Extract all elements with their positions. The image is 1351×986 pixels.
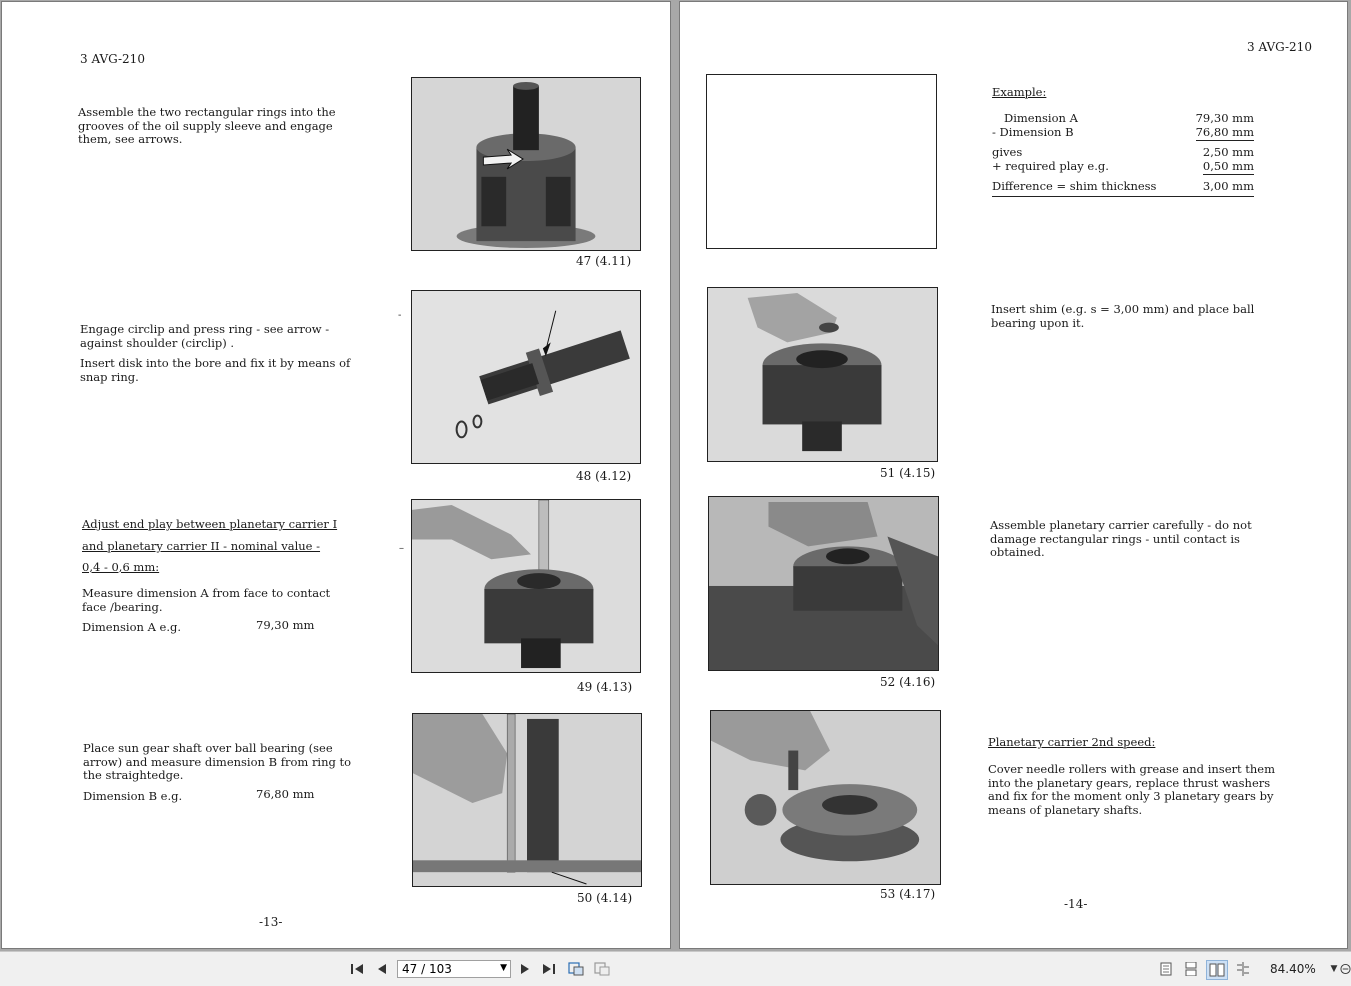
instruction-text: Assemble the two rectangular rings into the grooves of the oil supply sleeve and engage them, see arrows. xyxy=(78,105,336,146)
photo-49 xyxy=(411,499,641,673)
page-header: 3 AVG-210 xyxy=(80,52,145,66)
figure-caption: 47 (4.11) xyxy=(576,254,632,268)
instruction-text: Measure dimension A from face to contact face /bearing. xyxy=(82,586,331,614)
single-page-icon[interactable] xyxy=(1156,960,1176,978)
page-number: -14- xyxy=(1064,897,1088,911)
photo-47 xyxy=(411,77,641,251)
instruction-text: Engage circlip and press ring - see arrow - against shoulder (circlip) . xyxy=(80,322,330,350)
dimension-value: 76,80 mm xyxy=(256,787,315,801)
figure-caption: 48 (4.12) xyxy=(576,469,632,483)
instruction-text: Cover needle rollers with grease and insert them into the planetary gears, replace thrust washers and fix for the moment only 3 planetary gears by means of planetary shafts. xyxy=(988,762,1276,817)
viewer-toolbar xyxy=(0,951,1351,986)
instruction-text: Place sun gear shaft over ball bearing (see arrow) and measure dimension B from ring to the straightedge. xyxy=(83,741,352,782)
fit-width-icon[interactable] xyxy=(592,960,612,978)
section-heading: Adjust end play between planetary carrier I xyxy=(82,517,338,531)
photo-52 xyxy=(708,496,939,671)
photo-53 xyxy=(710,710,941,885)
two-page-continuous-icon[interactable] xyxy=(1233,960,1253,978)
zoom-dropdown-icon[interactable]: ▼ xyxy=(1330,964,1338,974)
blank-figure-frame xyxy=(706,74,937,249)
page-header: 3 AVG-210 xyxy=(1247,40,1312,54)
fit-page-icon[interactable] xyxy=(566,960,586,978)
dimension-label: Dimension A e.g. xyxy=(82,620,182,634)
prev-page-icon[interactable] xyxy=(372,960,392,978)
figure-caption: 53 (4.17) xyxy=(880,887,936,901)
section-heading: 0,4 - 0,6 mm: xyxy=(82,560,160,574)
figure-caption: 50 (4.14) xyxy=(577,891,633,905)
last-page-icon[interactable] xyxy=(539,960,559,978)
instruction-text: Assemble planetary carrier carefully - do not damage rectangular rings - until contact is obtained. xyxy=(990,518,1252,559)
figure-caption: 52 (4.16) xyxy=(880,675,936,689)
page-number: -13- xyxy=(259,915,283,929)
figure-caption: 49 (4.13) xyxy=(577,680,633,694)
two-page-icon[interactable] xyxy=(1206,960,1228,980)
page-14 xyxy=(679,1,1348,949)
section-heading: and planetary carrier II - nominal value - xyxy=(82,539,321,553)
figure-caption: 51 (4.15) xyxy=(880,466,936,480)
zoom-in-icon[interactable] xyxy=(1340,960,1351,978)
instruction-text: Insert shim (e.g. s = 3,00 mm) and place ball bearing upon it. xyxy=(991,302,1255,330)
page-13: 3 AVG-210 Assemble the two rectangular rings into the grooves of the oil supply sleeve and engage them, see arrows. 47 (4.11) - Engage circlip and press ring - see arrow - against shoulder (circlip) . Insert disk into the bore and fix it by means of snap ring. 48 (4.12) – Adjust end play between planetary carrier I and planetary carrier II - nominal value - 0,4 - 0,6 mm: Measure dimension A from face to contact face /bearing. Dimension A e.g. 79,30 mm 49 (4.13) Place sun gear shaft over ball bearing (see arrow) and measure dimension B from ring to the straightedge. Dimension B e.g. 76,80 mm 50 (4.14) -13- xyxy=(1,1,671,949)
section-heading: Planetary carrier 2nd speed: xyxy=(988,735,1156,749)
zoom-level[interactable]: 84.40% xyxy=(1270,962,1316,976)
instruction-text: Insert disk into the bore and fix it by means of snap ring. xyxy=(80,356,351,384)
photo-48 xyxy=(411,290,641,464)
photo-51 xyxy=(707,287,938,462)
dimension-label: Dimension B e.g. xyxy=(83,789,183,803)
photo-50 xyxy=(412,713,642,887)
dimension-value: 79,30 mm xyxy=(256,618,315,632)
example-title: Example: xyxy=(992,85,1047,99)
example-table: Dimension A 79,30 mm - Dimension B 76,80 mm gives 2,50 mm + required play e.g. 0,50 mm Difference = shim thickness 3,00 mm xyxy=(992,112,1254,197)
first-page-icon[interactable] xyxy=(347,960,367,978)
next-page-icon[interactable] xyxy=(515,960,535,978)
chevron-down-icon[interactable]: ▼ xyxy=(500,963,507,973)
continuous-icon[interactable] xyxy=(1181,960,1201,978)
page-number-input[interactable]: 47 / 103 ▼ xyxy=(397,960,511,978)
